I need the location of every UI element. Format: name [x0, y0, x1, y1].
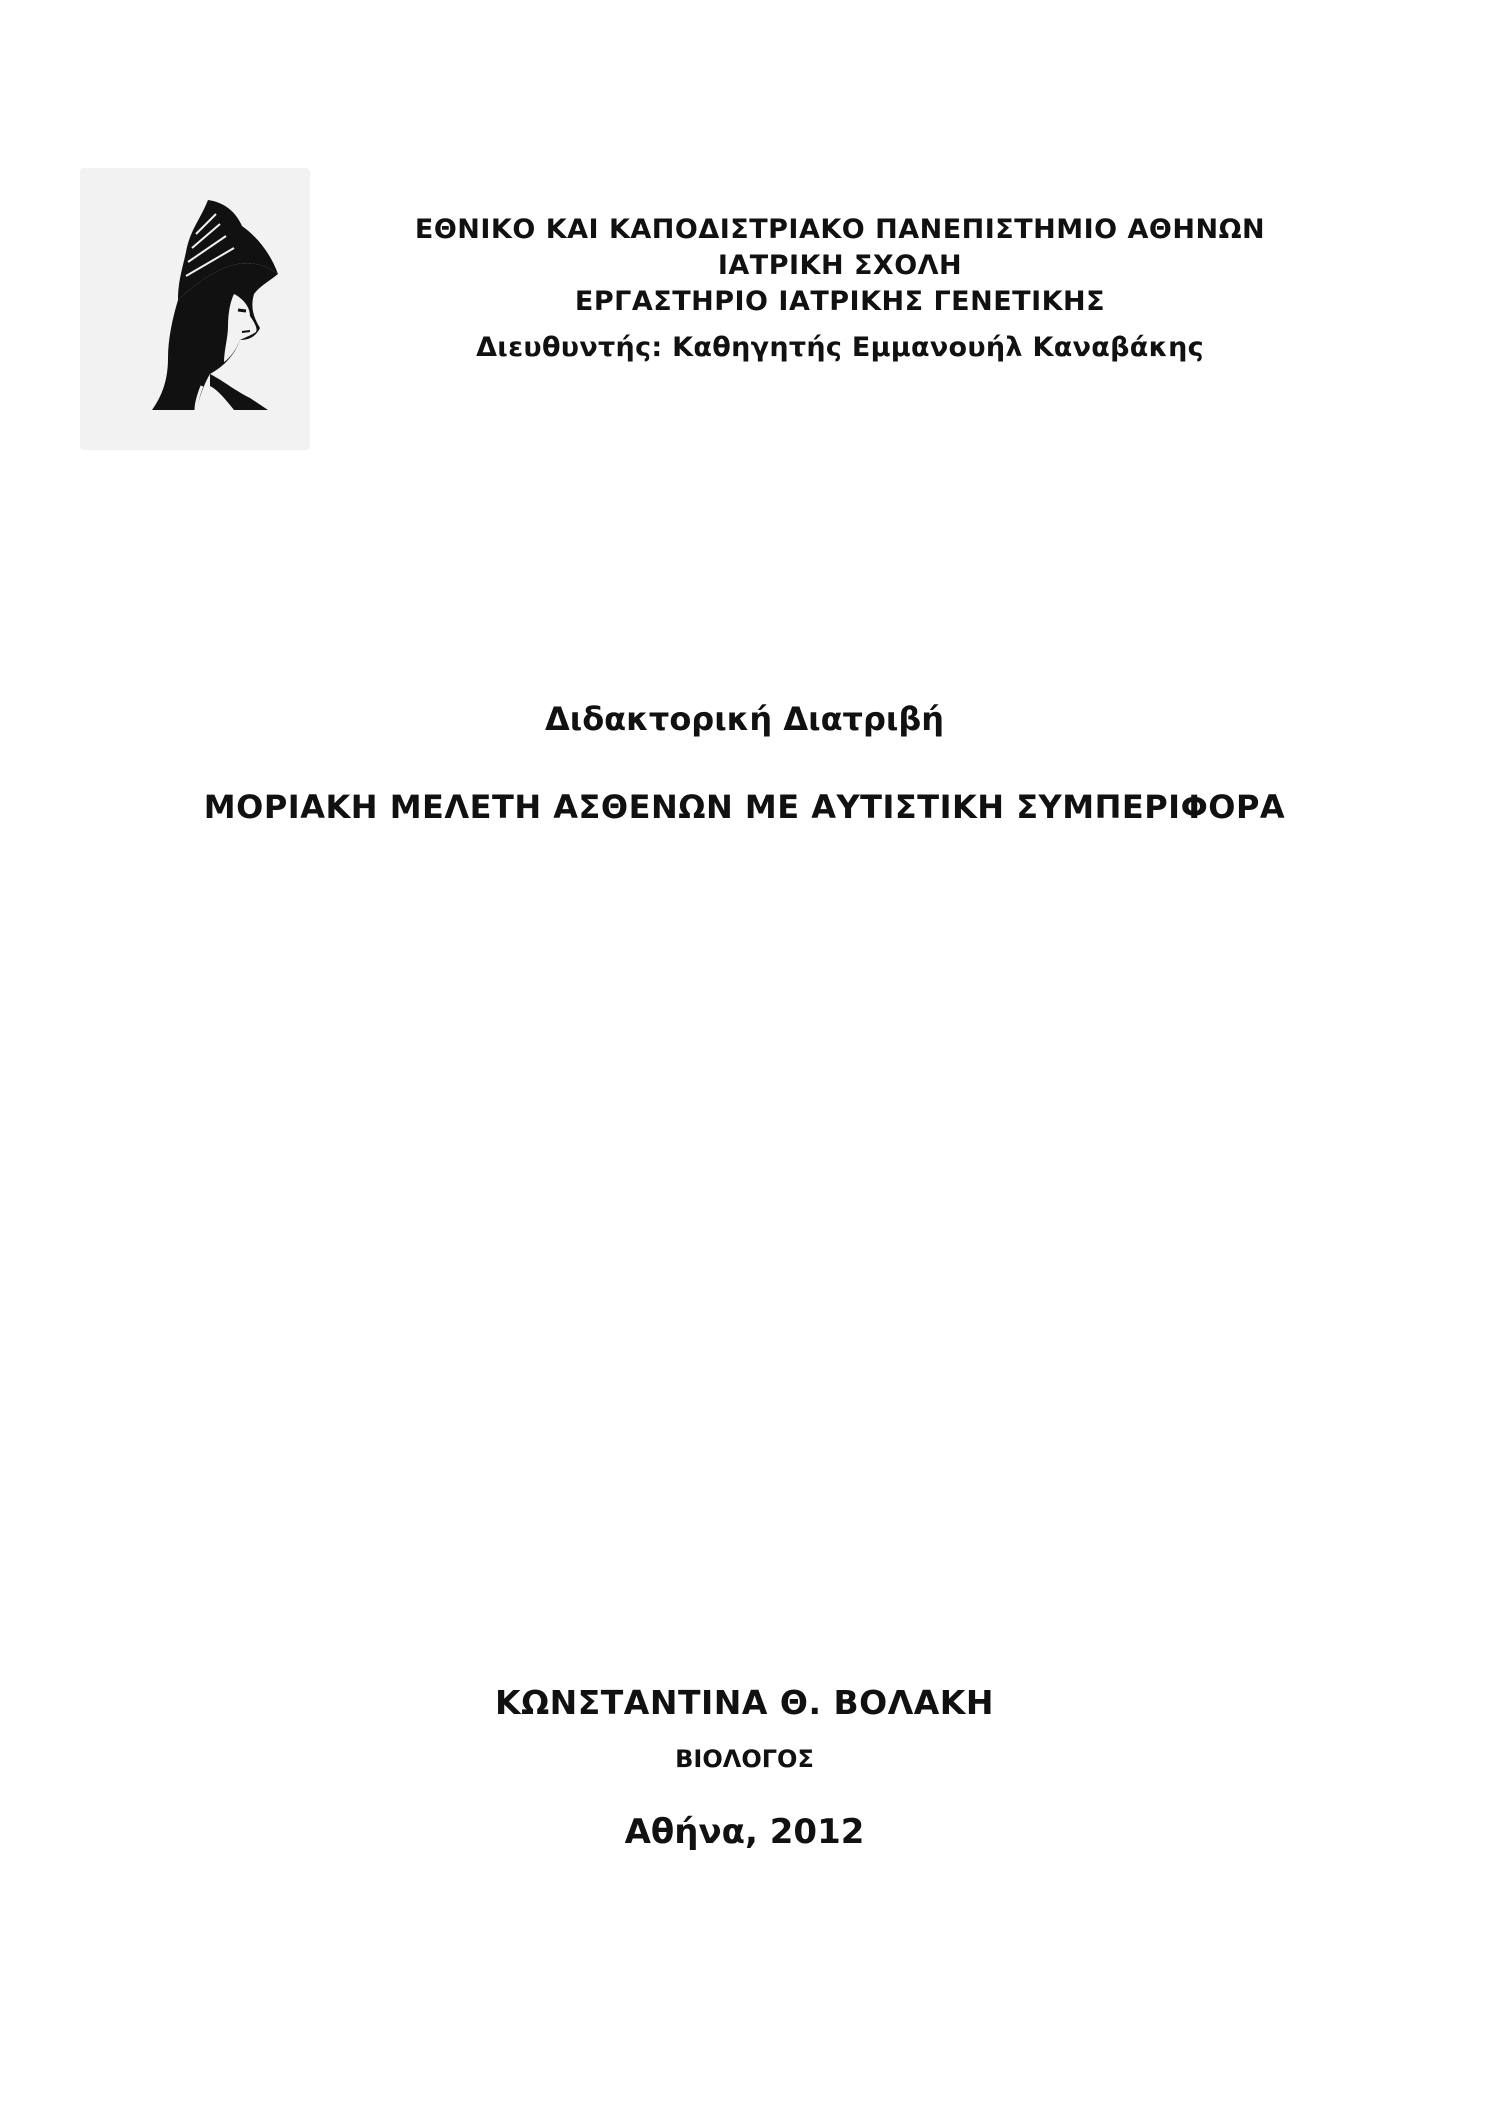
director-line: Διευθυντής: Καθηγητής Εμμανουήλ Καναβάκης: [476, 332, 1204, 363]
thesis-title: ΜΟΡΙΑΚΗ ΜΕΛΕΤΗ ΑΣΘΕΝΩΝ ΜΕ ΑΥΤΙΣΤΙΚΗ ΣΥΜΠΕΡΙΦΟΡΑ: [203, 788, 1286, 826]
place-and-year: Αθήνα, 2012: [624, 1812, 865, 1852]
institution-header: [340, 212, 1340, 363]
thesis-type: Διδακτορική Διατριβή: [544, 700, 945, 738]
laboratory-name: ΕΡΓΑΣΤΗΡΙΟ ΙΑΤΡΙΚΗΣ ΓΕΝΕΤΙΚΗΣ: [574, 286, 1106, 317]
athena-helmet-head-emblem-icon: [138, 190, 298, 420]
university-logo: [80, 168, 310, 450]
author-name: ΚΩΝΣΤΑΝΤΙΝΑ Θ. ΒΟΛΑΚΗ: [495, 1683, 994, 1722]
author-role: ΒΙΟΛΟΓΟΣ: [675, 1745, 814, 1773]
university-name: ΕΘΝΙΚΟ ΚΑΙ ΚΑΠΟΔΙΣΤΡΙΑΚΟ ΠΑΝΕΠΙΣΤΗΜΙΟ ΑΘΗΝΩΝ: [414, 214, 1266, 245]
school-name: ΙΑΤΡΙΚΗ ΣΧΟΛΗ: [717, 250, 963, 281]
